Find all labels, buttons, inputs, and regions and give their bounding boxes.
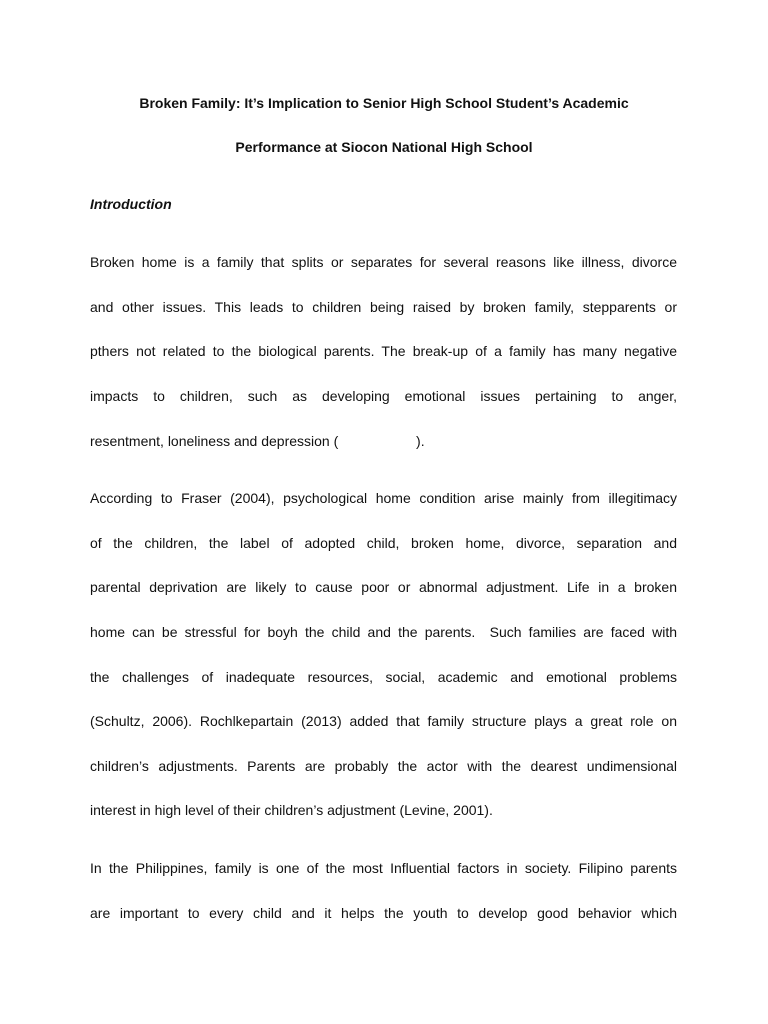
paragraph-2-line-8: interest in high level of their children’s adjustment (Levine, 2001).	[90, 802, 493, 818]
title-line-1: Broken Family: It’s Implication to Senior High School Student’s Academic	[139, 95, 629, 111]
paragraph-2-line-6: (Schultz, 2006). Rochlkepartain (2013) added that family structure plays a great role on	[90, 713, 677, 729]
paragraph-1-line-2: and other issues. This leads to children being raised by broken family, stepparents or	[90, 299, 677, 315]
paragraph-2-line-4: home can be stressful for boyh the child and the parents. Such families are faced with	[90, 624, 677, 640]
paragraph-2-line-2: of the children, the label of adopted child, broken home, divorce, separation and	[90, 535, 677, 551]
title-line-2: Performance at Siocon National High School	[235, 139, 533, 155]
section-heading: Introduction	[90, 196, 172, 212]
paragraph-3-line-1: In the Philippines, family is one of the most Influential factors in society. Filipino parents	[90, 860, 677, 876]
paragraph-2-line-5: the challenges of inadequate resources, social, academic and emotional problems	[90, 669, 677, 685]
paragraph-3-line-2: are important to every child and it helps the youth to develop good behavior which	[90, 905, 677, 921]
paragraph-1-line-5: resentment, loneliness and depression ( ).	[90, 433, 425, 449]
paragraph-2-line-1: According to Fraser (2004), psychological home condition arise mainly from illegitimacy	[90, 490, 677, 506]
paragraph-1-line-3: pthers not related to the biological parents. The break-up of a family has many negative	[90, 343, 677, 359]
paragraph-2-line-3: parental deprivation are likely to cause poor or abnormal adjustment. Life in a broken	[90, 579, 677, 595]
paragraph-1-line-1: Broken home is a family that splits or separates for several reasons like illness, divorce	[90, 254, 677, 270]
paragraph-2-line-7: children’s adjustments. Parents are probably the actor with the dearest undimensional	[90, 758, 677, 774]
paragraph-1-line-4: impacts to children, such as developing emotional issues pertaining to anger,	[90, 388, 677, 404]
